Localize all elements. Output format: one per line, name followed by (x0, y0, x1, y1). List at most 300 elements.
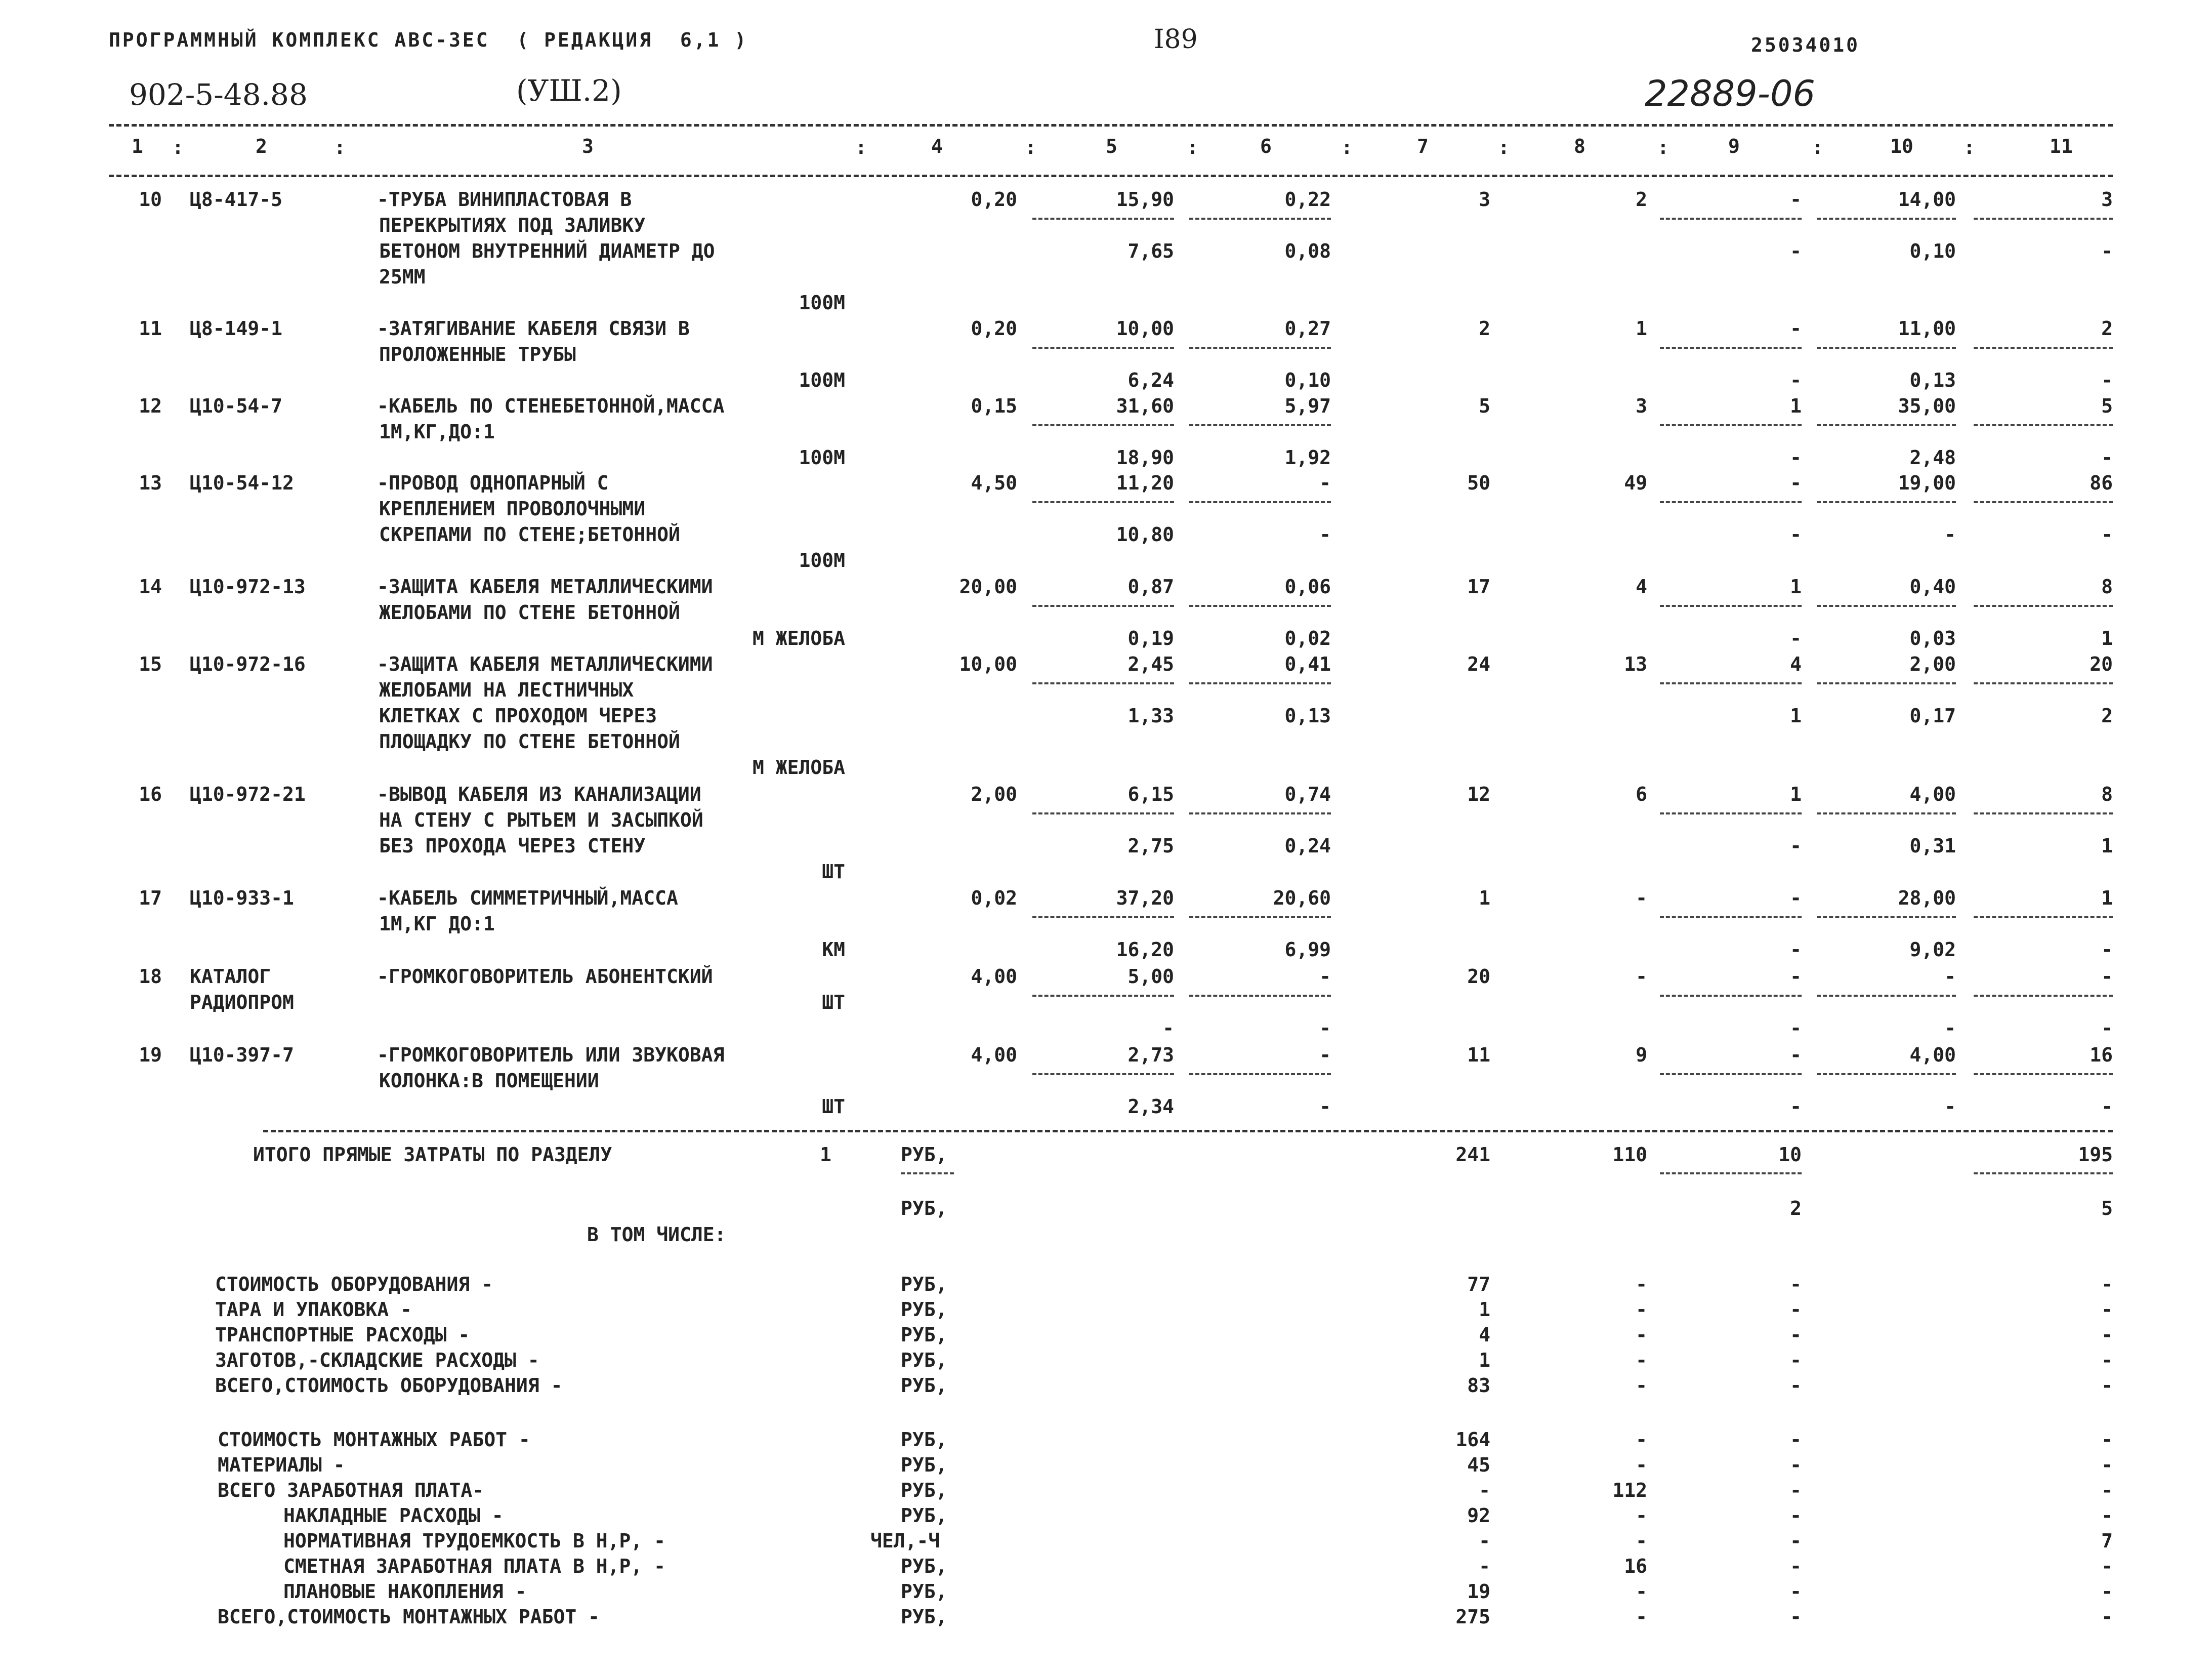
labor-sub: - (2101, 523, 2113, 546)
unit-cost-total: 37,20 (1116, 887, 1174, 909)
unit-cost-wages: 6,24 (1128, 369, 1174, 391)
item-description-line: ПЕРЕКРЫТИЯХ ПОД ЗАЛИВКУ (379, 214, 646, 236)
unit-machine-wages: 0,10 (1284, 369, 1331, 391)
unit-machine-wages: 6,99 (1284, 938, 1331, 961)
item-quantity: 0,02 (971, 887, 1017, 909)
labor-total: 20 (2090, 653, 2113, 675)
cell-separator (1189, 812, 1331, 814)
labor-total: 8 (2101, 783, 2113, 805)
equipment-line-label: ТРАНСПОРТНЫЕ РАСХОДЫ - (215, 1324, 470, 1346)
cell-separator (1189, 347, 1331, 349)
machine-wages: - (1790, 627, 1802, 649)
machine-cost: - (1790, 965, 1802, 988)
cell-separator (1817, 812, 1956, 814)
header-top-rule (109, 124, 2113, 127)
machine-cost: - (1790, 317, 1802, 340)
works-line-labor: - (2101, 1454, 2113, 1476)
item-number: 12 (139, 395, 162, 417)
cell-separator (1189, 501, 1331, 503)
equipment-line-machine: - (1790, 1324, 1802, 1346)
works-line-unit: РУБ, (901, 1606, 947, 1628)
item-quantity: 20,00 (959, 576, 1017, 598)
works-line-cost: - (1479, 1555, 1490, 1577)
labor-machinists: - (1944, 1017, 1956, 1039)
item-code: Ц10-54-7 (190, 395, 283, 417)
unit-cost-total: 2,45 (1128, 653, 1174, 675)
machine-wages: - (1790, 240, 1802, 262)
column-separator: : (334, 136, 346, 158)
document-code: 25034010 (1751, 34, 1860, 56)
cell-separator (1974, 424, 2113, 426)
item-number: 19 (139, 1044, 162, 1066)
item-quantity: 0,20 (971, 317, 1017, 340)
equipment-line-labor: - (2101, 1324, 2113, 1346)
cell-separator (1817, 347, 1956, 349)
labor-machinists: 0,17 (1909, 705, 1956, 727)
works-line-unit: РУБ, (901, 1479, 947, 1501)
item-code: Ц10-54-12 (190, 472, 294, 494)
totals-unit: РУБ, (901, 1144, 947, 1166)
machine-cost: - (1790, 188, 1802, 211)
works-line-label: ПЛАНОВЫЕ НАКОПЛЕНИЯ - (283, 1580, 527, 1603)
column-separator: : (1657, 136, 1669, 158)
cell-separator (1974, 1073, 2113, 1075)
works-line-wages: - (1636, 1428, 1647, 1451)
item-description-line: БЕЗ ПРОХОДА ЧЕРЕЗ СТЕНУ (379, 835, 646, 857)
works-line-labor: - (2101, 1504, 2113, 1527)
cell-separator (1660, 424, 1802, 426)
item-description-line: ПРОЛОЖЕННЫЕ ТРУБЫ (379, 343, 576, 365)
machine-cost: 4 (1790, 653, 1802, 675)
unit-machine-wages: 0,13 (1284, 705, 1331, 727)
machine-cost: 1 (1790, 783, 1802, 805)
works-line-wages: 16 (1624, 1555, 1647, 1577)
equipment-line-unit: РУБ, (901, 1273, 947, 1295)
totals-wages: 110 (1612, 1144, 1647, 1166)
cell-separator (1974, 501, 2113, 503)
equipment-line-label: СТОИМОСТЬ ОБОРУДОВАНИЯ - (215, 1273, 493, 1295)
column-number: 10 (1890, 135, 1913, 157)
equipment-line-cost: 1 (1479, 1298, 1490, 1321)
machine-wages: 1 (1790, 705, 1802, 727)
item-number: 18 (139, 965, 162, 988)
item-number: 11 (139, 317, 162, 340)
cell-separator (1817, 682, 1956, 684)
equipment-line-wages: - (1636, 1298, 1647, 1321)
cell-separator (1974, 682, 2113, 684)
item-number: 15 (139, 653, 162, 675)
labor-sub: 1 (2101, 835, 2113, 857)
item-description-line: СКРЕПАМИ ПО СТЕНЕ;БЕТОННОЙ (379, 523, 680, 546)
labor-machinists: 0,13 (1909, 369, 1956, 391)
labor-workers: 19,00 (1898, 472, 1956, 494)
works-line-machine: - (1790, 1504, 1802, 1527)
total-cost: 1 (1479, 887, 1490, 909)
works-line-labor: - (2101, 1479, 2113, 1501)
works-line-label: ВСЕГО,СТОИМОСТЬ МОНТАЖНЫХ РАБОТ - (218, 1606, 600, 1628)
equipment-line-labor: - (2101, 1273, 2113, 1295)
total-cost: 20 (1467, 965, 1490, 988)
unit-machine-cost: 20,60 (1273, 887, 1331, 909)
machine-wages: - (1790, 1095, 1802, 1118)
totals-machine-wages: 2 (1790, 1197, 1802, 1219)
cell-separator (1189, 995, 1331, 997)
column-separator: : (1964, 136, 1975, 158)
column-separator: : (1025, 136, 1036, 158)
works-line-unit: РУБ, (901, 1555, 947, 1577)
equipment-line-cost: 1 (1479, 1349, 1490, 1371)
labor-sub: - (2101, 938, 2113, 961)
item-description-line: 1М,КГ ДО:1 (379, 913, 495, 935)
equipment-line-machine: - (1790, 1349, 1802, 1371)
column-number: 1 (132, 135, 143, 157)
works-line-label: СТОИМОСТЬ МОНТАЖНЫХ РАБОТ - (218, 1428, 530, 1451)
item-unit: 100М (799, 292, 845, 314)
equipment-line-label: ТАРА И УПАКОВКА - (215, 1298, 412, 1321)
labor-total: - (2101, 965, 2113, 988)
works-line-wages: 112 (1612, 1479, 1647, 1501)
column-number: 3 (582, 135, 594, 157)
equipment-line-labor: - (2101, 1298, 2113, 1321)
item-quantity: 4,50 (971, 472, 1017, 494)
works-line-machine: - (1790, 1606, 1802, 1628)
labor-workers: - (1944, 965, 1956, 988)
works-line-cost: 45 (1467, 1454, 1490, 1476)
labor-machinists: 0,03 (1909, 627, 1956, 649)
labor-total: 3 (2101, 188, 2113, 211)
cell-separator (1660, 812, 1802, 814)
works-line-label: ВСЕГО ЗАРАБОТНАЯ ПЛАТА- (218, 1479, 484, 1501)
column-separator: : (855, 136, 867, 158)
header-bottom-rule (109, 175, 2113, 177)
item-description-line: ЖЕЛОБАМИ ПО СТЕНЕ БЕТОННОЙ (379, 601, 680, 624)
works-line-unit: РУБ, (901, 1580, 947, 1603)
works-line-machine: - (1790, 1530, 1802, 1552)
equipment-line-labor: - (2101, 1374, 2113, 1397)
works-line-label: НОРМАТИВНАЯ ТРУДОЕМКОСТЬ В Н,Р, - (283, 1530, 665, 1552)
labor-workers: 2,00 (1909, 653, 1956, 675)
labor-workers: 28,00 (1898, 887, 1956, 909)
unit-cost-wages: 0,19 (1128, 627, 1174, 649)
machine-wages: - (1790, 835, 1802, 857)
machine-cost: - (1790, 472, 1802, 494)
cell-separator (1032, 605, 1174, 607)
total-wages: 6 (1636, 783, 1647, 805)
works-line-label: СМЕТНАЯ ЗАРАБОТНАЯ ПЛАТА В Н,Р, - (283, 1555, 665, 1577)
total-wages: 4 (1636, 576, 1647, 598)
cell-separator (1974, 347, 2113, 349)
unit-machine-cost: 0,74 (1284, 783, 1331, 805)
works-line-label: НАКЛАДНЫЕ РАСХОДЫ - (283, 1504, 504, 1527)
works-line-labor: - (2101, 1555, 2113, 1577)
cell-separator (1817, 916, 1956, 918)
item-number: 14 (139, 576, 162, 598)
item-quantity: 0,15 (971, 395, 1017, 417)
total-cost: 5 (1479, 395, 1490, 417)
inventory-number: 22889-06 (1645, 73, 1816, 114)
cell-separator (1660, 1172, 1802, 1174)
item-unit: КМ (822, 938, 845, 961)
works-line-cost: - (1479, 1530, 1490, 1552)
cell-separator (1817, 1073, 1956, 1075)
column-number: 2 (256, 135, 267, 157)
column-number: 8 (1574, 135, 1585, 157)
works-line-unit: ЧЕЛ,-Ч (870, 1530, 940, 1552)
cell-separator (1974, 812, 2113, 814)
labor-total: 86 (2090, 472, 2113, 494)
item-code: Ц10-972-21 (190, 783, 306, 805)
equipment-line-wages: - (1636, 1349, 1647, 1371)
unit-machine-cost: 0,41 (1284, 653, 1331, 675)
unit-cost-total: 15,90 (1116, 188, 1174, 211)
equipment-line-labor: - (2101, 1349, 2113, 1371)
works-line-wages: - (1636, 1606, 1647, 1628)
cell-separator (1032, 916, 1174, 918)
cell-separator (1032, 1073, 1174, 1075)
column-number: 9 (1728, 135, 1740, 157)
works-line-labor: - (2101, 1606, 2113, 1628)
column-number: 6 (1260, 135, 1272, 157)
labor-workers: 14,00 (1898, 188, 1956, 211)
labor-machinists: 0,31 (1909, 835, 1956, 857)
item-quantity: 10,00 (959, 653, 1017, 675)
cell-separator (1660, 916, 1802, 918)
item-unit: 100М (799, 446, 845, 469)
machine-cost: - (1790, 1044, 1802, 1066)
equipment-line-unit: РУБ, (901, 1298, 947, 1321)
item-unit: 100М (799, 369, 845, 391)
unit-machine-wages: 0,24 (1284, 835, 1331, 857)
total-cost: 17 (1467, 576, 1490, 598)
item-number: 10 (139, 188, 162, 211)
works-line-machine: - (1790, 1428, 1802, 1451)
cell-separator (1974, 1172, 2113, 1174)
program-title: ПРОГРАММНЫЙ КОМПЛЕКС АВС-3ЕС ( РЕДАКЦИЯ 6,1 ) (109, 29, 748, 51)
unit-machine-wages: 0,02 (1284, 627, 1331, 649)
totals-cost: 241 (1455, 1144, 1490, 1166)
unit-cost-wages: 10,80 (1116, 523, 1174, 546)
item-unit: М ЖЕЛОБА (752, 627, 845, 649)
labor-workers: 4,00 (1909, 1044, 1956, 1066)
totals-rule (263, 1130, 2113, 1132)
machine-wages: - (1790, 1017, 1802, 1039)
cell-separator (1660, 218, 1802, 220)
item-code: Ц10-972-16 (190, 653, 306, 675)
item-code-continued: РАДИОПРОМ (190, 991, 294, 1013)
labor-workers: 35,00 (1898, 395, 1956, 417)
total-wages: 49 (1624, 472, 1647, 494)
column-number: 4 (931, 135, 943, 157)
labor-sub: - (2101, 240, 2113, 262)
works-line-wages: - (1636, 1530, 1647, 1552)
unit-machine-cost: - (1319, 1044, 1331, 1066)
machine-wages: - (1790, 446, 1802, 469)
unit-machine-cost: 0,27 (1284, 317, 1331, 340)
item-unit: ШТ (822, 991, 845, 1013)
cell-separator (1189, 218, 1331, 220)
totals-labor: 195 (2078, 1144, 2113, 1166)
labor-machinists: 9,02 (1909, 938, 1956, 961)
labor-sub: - (2101, 1095, 2113, 1118)
unit-machine-wages: - (1319, 523, 1331, 546)
labor-total: 5 (2101, 395, 2113, 417)
cell-separator (1032, 424, 1174, 426)
page-number: I89 (1154, 24, 1198, 55)
item-quantity: 0,20 (971, 188, 1017, 211)
unit-machine-cost: - (1319, 472, 1331, 494)
works-line-labor: - (2101, 1428, 2113, 1451)
column-separator: : (1812, 136, 1823, 158)
column-separator: : (1498, 136, 1510, 158)
totals-label: ИТОГО ПРЯМЫЕ ЗАТРАТЫ ПО РАЗДЕЛУ (253, 1144, 612, 1166)
column-separator: : (1187, 136, 1198, 158)
item-unit: ШТ (822, 1095, 845, 1118)
total-wages: 13 (1624, 653, 1647, 675)
totals-labor-sub: 5 (2101, 1197, 2113, 1219)
item-description-line: КОЛОНКА:В ПОМЕЩЕНИИ (379, 1070, 599, 1092)
item-description-line: -ЗАЩИТА КАБЕЛЯ МЕТАЛЛИЧЕСКИМИ (377, 653, 713, 675)
works-line-unit: РУБ, (901, 1504, 947, 1527)
column-separator: : (1341, 136, 1353, 158)
cell-separator (1974, 916, 2113, 918)
item-description-line: 1М,КГ,ДО:1 (379, 421, 495, 443)
total-wages: 9 (1636, 1044, 1647, 1066)
cell-separator (1974, 995, 2113, 997)
unit-cost-wages: 2,75 (1128, 835, 1174, 857)
equipment-line-label: ВСЕГО,СТОИМОСТЬ ОБОРУДОВАНИЯ - (215, 1374, 563, 1397)
unit-machine-wages: 1,92 (1284, 446, 1331, 469)
labor-workers: 4,00 (1909, 783, 1956, 805)
works-line-cost: - (1479, 1479, 1490, 1501)
item-code: Ц8-417-5 (190, 188, 283, 211)
unit-cost-total: 31,60 (1116, 395, 1174, 417)
works-line-machine: - (1790, 1454, 1802, 1476)
equipment-line-unit: РУБ, (901, 1324, 947, 1346)
labor-total: 2 (2101, 317, 2113, 340)
total-cost: 12 (1467, 783, 1490, 805)
item-code: Ц10-397-7 (190, 1044, 294, 1066)
cell-separator (1032, 995, 1174, 997)
cell-separator (1817, 424, 1956, 426)
column-separator: : (172, 136, 184, 158)
equipment-line-cost: 77 (1467, 1273, 1490, 1295)
totals-unit-wages: РУБ, (901, 1197, 947, 1219)
machine-cost: 1 (1790, 576, 1802, 598)
cell-separator (1189, 1073, 1331, 1075)
labor-machinists: - (1944, 1095, 1956, 1118)
cell-separator (1660, 605, 1802, 607)
total-wages: 2 (1636, 188, 1647, 211)
cell-separator (1660, 995, 1802, 997)
cell-separator (1974, 218, 2113, 220)
machine-wages: - (1790, 523, 1802, 546)
item-code: Ц10-972-13 (190, 576, 306, 598)
item-number: 17 (139, 887, 162, 909)
cell-separator (1032, 812, 1174, 814)
labor-sub: 2 (2101, 705, 2113, 727)
equipment-line-cost: 83 (1467, 1374, 1490, 1397)
cell-separator (1974, 605, 2113, 607)
equipment-line-wages: - (1636, 1273, 1647, 1295)
item-description-line: -ГРОМКОГОВОРИТЕЛЬ ИЛИ ЗВУКОВАЯ (377, 1044, 725, 1066)
total-wages: - (1636, 887, 1647, 909)
cell-separator (1817, 218, 1956, 220)
item-quantity: 2,00 (971, 783, 1017, 805)
equipment-line-label: ЗАГОТОВ,-СКЛАДСКИЕ РАСХОДЫ - (215, 1349, 539, 1371)
labor-sub: - (2101, 1017, 2113, 1039)
item-description-line: -ЗАТЯГИВАНИЕ КАБЕЛЯ СВЯЗИ В (377, 317, 690, 340)
item-unit: 100М (799, 549, 845, 571)
works-line-cost: 92 (1467, 1504, 1490, 1527)
unit-machine-wages: - (1319, 1017, 1331, 1039)
item-code: Ц10-933-1 (190, 887, 294, 909)
unit-cost-wages: 2,34 (1128, 1095, 1174, 1118)
machine-cost: - (1790, 887, 1802, 909)
item-description-line: -КАБЕЛЬ СИММЕТРИЧНЫЙ,МАССА (377, 887, 678, 909)
cell-separator (1032, 682, 1174, 684)
equipment-line-unit: РУБ, (901, 1349, 947, 1371)
totals-section-number: 1 (820, 1144, 831, 1166)
equipment-line-wages: - (1636, 1324, 1647, 1346)
item-description-line: -ВЫВОД КАБЕЛЯ ИЗ КАНАЛИЗАЦИИ (377, 783, 701, 805)
item-description-line: КЛЕТКАХ С ПРОХОДОМ ЧЕРЕЗ (379, 705, 657, 727)
equipment-line-wages: - (1636, 1374, 1647, 1397)
cell-separator (1032, 501, 1174, 503)
unit-cost-wages: 18,90 (1116, 446, 1174, 469)
works-line-label: МАТЕРИАЛЫ - (218, 1454, 345, 1476)
cell-separator (1032, 218, 1174, 220)
including-label: В ТОМ ЧИСЛЕ: (587, 1223, 726, 1246)
item-code: Ц8-149-1 (190, 317, 283, 340)
item-quantity: 4,00 (971, 1044, 1017, 1066)
unit-machine-cost: 0,22 (1284, 188, 1331, 211)
total-wages: 1 (1636, 317, 1647, 340)
item-description-line: 25ММ (379, 266, 426, 288)
unit-machine-wages: - (1319, 1095, 1331, 1118)
cell-separator (1660, 501, 1802, 503)
labor-sub: 1 (2101, 627, 2113, 649)
unit-cost-total: 6,15 (1128, 783, 1174, 805)
item-number: 13 (139, 472, 162, 494)
equipment-line-machine: - (1790, 1273, 1802, 1295)
total-wages: - (1636, 965, 1647, 988)
item-description-line: -КАБЕЛЬ ПО СТЕНЕБЕТОННОЙ,МАССА (377, 395, 725, 417)
project-number: 902-5-48.88 (129, 77, 308, 112)
labor-machinists: 0,10 (1909, 240, 1956, 262)
total-cost: 3 (1479, 188, 1490, 211)
labor-machinists: 2,48 (1909, 446, 1956, 469)
unit-machine-cost: 0,06 (1284, 576, 1331, 598)
unit-cost-wages: - (1162, 1017, 1174, 1039)
labor-machinists: - (1944, 523, 1956, 546)
cell-separator (1189, 682, 1331, 684)
total-cost: 50 (1467, 472, 1490, 494)
cell-separator (1660, 682, 1802, 684)
cell-separator (1032, 347, 1174, 349)
unit-machine-cost: - (1319, 965, 1331, 988)
section-part: (УШ.2) (516, 73, 622, 108)
item-description-line: -ГРОМКОГОВОРИТЕЛЬ АБОНЕНТСКИЙ (377, 965, 713, 988)
column-number: 5 (1106, 135, 1117, 157)
total-wages: 3 (1636, 395, 1647, 417)
unit-cost-total: 11,20 (1116, 472, 1174, 494)
works-line-machine: - (1790, 1555, 1802, 1577)
item-description-line: ПЛОЩАДКУ ПО СТЕНЕ БЕТОННОЙ (379, 730, 680, 753)
works-line-labor: 7 (2101, 1530, 2113, 1552)
works-line-cost: 164 (1455, 1428, 1490, 1451)
unit-cost-wages: 1,33 (1128, 705, 1174, 727)
labor-total: 8 (2101, 576, 2113, 598)
